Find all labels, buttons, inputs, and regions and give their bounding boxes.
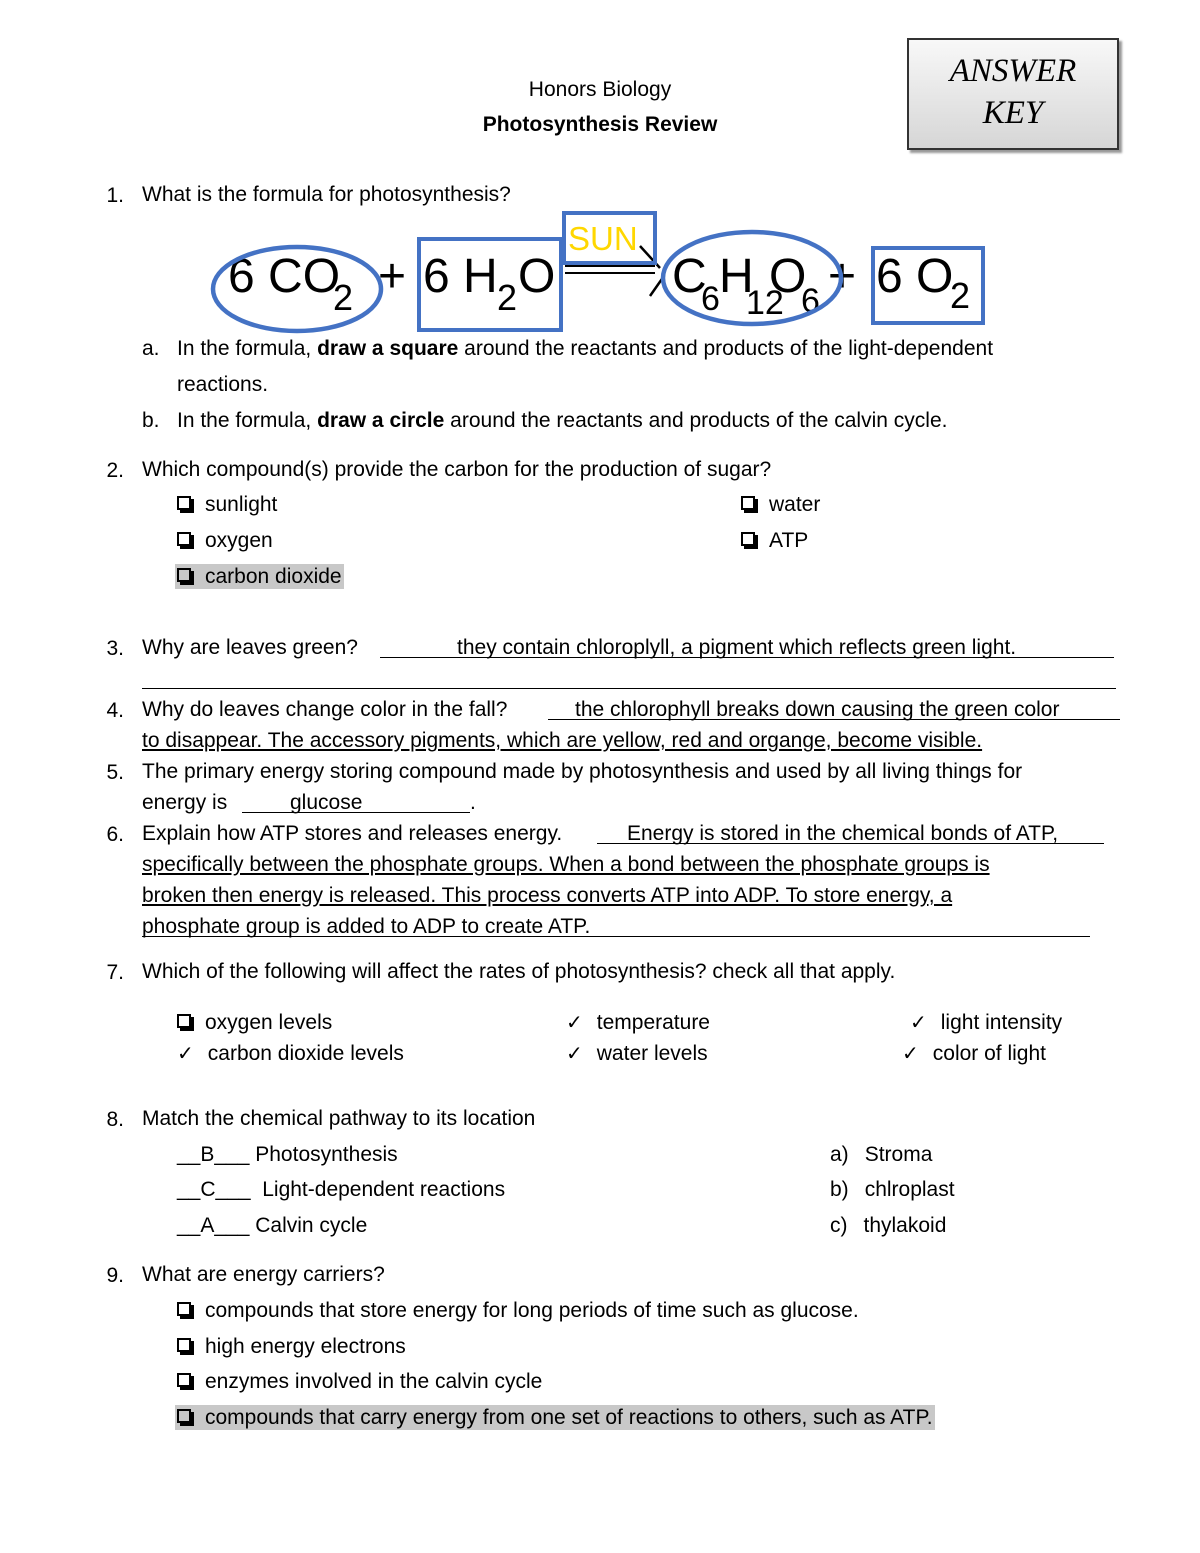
- q5-text-line1: The primary energy storing compound made by photosynthesis and used by all living things for: [142, 760, 1023, 783]
- q4-number: 4.: [106, 699, 124, 722]
- q5-answer: glucose: [290, 791, 363, 814]
- eq-glucose-h: H: [719, 250, 754, 303]
- q1a-continuation: reactions.: [177, 373, 269, 396]
- checkmark-icon[interactable]: ✓: [177, 1041, 194, 1065]
- q1-number: 1.: [106, 184, 124, 207]
- checkbox-icon[interactable]: [177, 1302, 191, 1316]
- eq-sun-label: SUN: [568, 220, 638, 257]
- eq-o2-sub: 2: [950, 275, 971, 316]
- q8-location-a: a) Stroma: [830, 1143, 933, 1166]
- q7-option-temperature[interactable]: ✓ temperature: [566, 1010, 710, 1034]
- q6-answer-line2: specifically between the phosphate groups. When a bond between the phosphate groups is: [142, 853, 990, 876]
- q6-answer-line4: phosphate group is added to ADP to create ATP.: [142, 915, 591, 938]
- eq-h2o-o: O: [518, 250, 556, 303]
- q9-option-1[interactable]: compounds that store energy for long periods of time such as glucose.: [177, 1300, 859, 1321]
- eq-h2o-sub: 2: [497, 277, 518, 318]
- q2-option-carbon-dioxide[interactable]: carbon dioxide: [175, 564, 344, 589]
- q8-item-calvin-cycle: __A___ Calvin cycle: [177, 1214, 368, 1237]
- eq-h2o: 6 H: [423, 250, 498, 303]
- q8-location-b: b) chlroplast: [830, 1178, 955, 1201]
- checkmark-icon[interactable]: ✓: [566, 1010, 583, 1034]
- q1-text: What is the formula for photosynthesis?: [142, 183, 511, 206]
- q1b-label: b.: [142, 409, 160, 432]
- q6-number: 6.: [106, 823, 124, 846]
- q5-period: .: [470, 791, 476, 814]
- checkbox-icon[interactable]: [177, 1409, 191, 1423]
- q9-option-4[interactable]: compounds that carry energy from one set of reactions to others, such as ATP.: [175, 1405, 935, 1430]
- q2-option-sunlight[interactable]: sunlight: [177, 494, 277, 515]
- eq-co2: 6 CO: [228, 250, 341, 303]
- checkmark-icon[interactable]: ✓: [566, 1041, 583, 1065]
- eq-glucose-h-sub: 12: [746, 284, 784, 322]
- q3-number: 3.: [106, 637, 124, 660]
- q9-option-3[interactable]: enzymes involved in the calvin cycle: [177, 1371, 542, 1392]
- photosynthesis-equation: [0, 0, 1200, 340]
- q7-option-carbon-dioxide-levels[interactable]: ✓ carbon dioxide levels: [177, 1041, 404, 1065]
- q5-text-line2: energy is: [142, 791, 228, 814]
- q2-text: Which compound(s) provide the carbon for the production of sugar?: [142, 458, 772, 481]
- q2-number: 2.: [106, 459, 124, 482]
- course-name: Honors Biology: [528, 78, 672, 101]
- q3-text: Why are leaves green?: [142, 636, 358, 659]
- q2-option-oxygen[interactable]: oxygen: [177, 530, 273, 551]
- eq-glucose-o: O: [769, 250, 807, 303]
- q2-option-atp[interactable]: ATP: [741, 530, 808, 551]
- q4-answer-line2: to disappear. The accessory pigments, which are yellow, red and organge, become visible.: [142, 729, 983, 752]
- page-title: Photosynthesis Review: [482, 113, 718, 136]
- eq-glucose-o-sub: 6: [801, 282, 820, 320]
- eq-o2: 6 O: [876, 250, 954, 303]
- checkmark-icon[interactable]: ✓: [910, 1010, 927, 1034]
- q1b-instruction: In the formula, draw a circle around the reactants and products of the calvin cycle.: [177, 409, 948, 432]
- q6-answer-line3: broken then energy is released. This process converts ATP into ADP. To store energy, a: [142, 884, 953, 907]
- q8-location-c: c) thylakoid: [830, 1214, 947, 1237]
- eq-glucose-c: C: [672, 250, 707, 303]
- checkbox-icon[interactable]: [177, 496, 191, 510]
- q3-answer: they contain chloroplyll, a pigment which reflects green light.: [457, 636, 1017, 659]
- q6-text: Explain how ATP stores and releases energy.: [142, 822, 563, 845]
- checkbox-icon[interactable]: [177, 1338, 191, 1352]
- q7-option-water-levels[interactable]: ✓ water levels: [566, 1041, 708, 1065]
- eq-glucose-c-sub: 6: [701, 280, 720, 318]
- q4-text: Why do leaves change color in the fall?: [142, 698, 508, 721]
- eq-plus-1: +: [378, 250, 407, 303]
- eq-plus-2: +: [828, 250, 857, 303]
- q1a-label: a.: [142, 337, 160, 360]
- checkbox-icon[interactable]: [741, 532, 755, 546]
- q9-number: 9.: [106, 1264, 124, 1287]
- q2-option-water[interactable]: water: [741, 494, 820, 515]
- q7-number: 7.: [106, 961, 124, 984]
- q8-item-light-dependent: __C___ Light-dependent reactions: [177, 1178, 506, 1201]
- q8-item-photosynthesis: __B___ Photosynthesis: [177, 1143, 398, 1166]
- q7-option-color-of-light[interactable]: ✓ color of light: [902, 1041, 1046, 1065]
- eq-co2-sub: 2: [333, 277, 354, 318]
- answer-key-line1: ANSWER: [949, 53, 1077, 89]
- answer-key-line2: KEY: [982, 95, 1044, 131]
- q8-number: 8.: [106, 1108, 124, 1131]
- q5-number: 5.: [106, 761, 124, 784]
- checkbox-icon[interactable]: [177, 1373, 191, 1387]
- q7-option-light-intensity[interactable]: ✓ light intensity: [910, 1010, 1063, 1034]
- checkbox-icon[interactable]: [741, 496, 755, 510]
- checkbox-icon[interactable]: [177, 532, 191, 546]
- q7-option-oxygen-levels[interactable]: oxygen levels: [177, 1012, 332, 1033]
- q6-answer-line1: Energy is stored in the chemical bonds of ATP,: [627, 822, 1059, 845]
- q7-text: Which of the following will affect the rates of photosynthesis? check all that apply.: [142, 960, 896, 983]
- q3-extra-line: [142, 688, 1116, 689]
- q9-option-2[interactable]: high energy electrons: [177, 1336, 406, 1357]
- q8-text: Match the chemical pathway to its location: [142, 1107, 536, 1130]
- checkbox-icon[interactable]: [177, 568, 191, 582]
- q4-answer-line1: the chlorophyll breaks down causing the green color: [575, 698, 1060, 721]
- checkmark-icon[interactable]: ✓: [902, 1041, 919, 1065]
- checkbox-icon[interactable]: [177, 1014, 191, 1028]
- q1a-instruction: In the formula, draw a square around the reactants and products of the light-dependent: [177, 337, 994, 360]
- q9-text: What are energy carriers?: [142, 1263, 385, 1286]
